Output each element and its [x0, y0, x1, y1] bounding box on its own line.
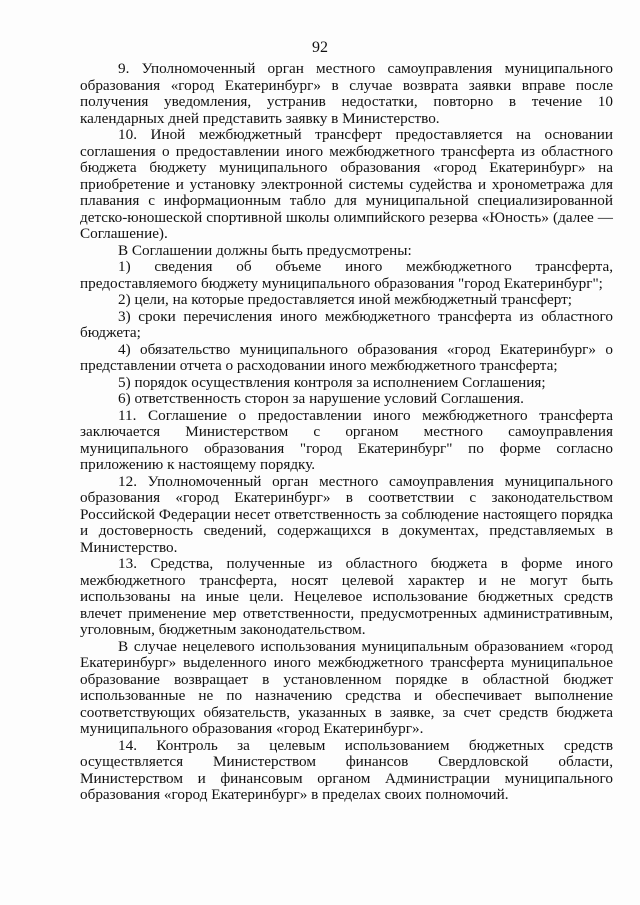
requirement-item-4: 4) обязательство муниципального образования «город Екатеринбург» о представлении отчета о расходовании иного межбюджетного трансферта;	[80, 340, 613, 374]
paragraph-14: 14. Контроль за целевым использованием бюджетных средств осуществляется Министерством финансов Свердловской области, Министерством и финансовым органом Администрации муниципального образования «город Екатеринбург» в пределах своих полномочий.	[80, 736, 613, 803]
requirement-item-2: 2) цели, на которые предоставляется иной межбюджетный трансферт;	[118, 291, 572, 308]
requirement-item-5: 5) порядок осуществления контроля за исполнением Соглашения;	[118, 373, 546, 391]
agreement-requirements-intro: В Соглашении должны быть предусмотрены:	[118, 241, 412, 259]
paragraph-9: 9. Уполномоченный орган местного самоуправления муниципального образования «город Екатеринбург» в случае возврата заявки вправе после получения уведомления, устранив недостатки, повторно в течение 10 календарных дней представить заявку в Министерство.	[80, 60, 613, 127]
paragraph-12: 12. Уполномоченный орган местного самоуправления муниципального образования «город Екатеринбург» в соответствии с законодательством Российской Федерации несет ответственность за соблюдение настоящего порядка и достоверность сведений, содержащихся в документах, представляемых в Министерство.	[80, 472, 613, 556]
paragraph-13-misuse: В случае нецелевого использования муниципальным образованием «город Екатеринбург» выделенного иного межбюджетного трансферта муниципальное образование возвращает в установленном порядке в областной бюджет использованные не по назначению средства и обеспечивает выполнение соответствующих обязательств, указанных в заявке, за счет средств бюджета муниципального образования «город Екатеринбург».	[80, 637, 613, 737]
requirement-item-3: 3) сроки перечисления иного межбюджетного трансферта из областного бюджета;	[80, 307, 613, 341]
page-number: 92	[312, 39, 328, 56]
document-body	[80, 61, 613, 804]
requirement-item-1: 1) сведения об объеме иного межбюджетного трансферта, предоставляемого бюджету муниципального образования "город Екатеринбург";	[80, 258, 613, 292]
paragraph-10: 10. Иной межбюджетный трансферт предоставляется на основании соглашения о предоставлении иного межбюджетного трансферта из областного бюджета бюджету муниципального образования «город Екатеринбург» на приобретение и установку электронной системы судейства и хронометража для плавания с информационным табло для муниципальной специализированной детско-юношеской спортивной школы олимпийского резерва «Юность» (далее — Соглашение).	[80, 126, 613, 242]
paragraph-11: 11. Соглашение о предоставлении иного межбюджетного трансферта заключается Министерством с органом местного самоуправления муниципального образования "город Екатеринбург" по форме согласно приложению к настоящему порядку.	[80, 406, 613, 473]
requirement-item-6: 6) ответственность сторон за нарушение условий Соглашения.	[118, 390, 524, 407]
paragraph-13: 13. Средства, полученные из областного бюджета в форме иного межбюджетного трансферта, носят целевой характер и не могут быть использованы на иные цели. Нецелевое использование бюджетных средств влечет применение мер ответственности, предусмотренных административным, уголовным, бюджетным законодательством.	[80, 555, 613, 638]
